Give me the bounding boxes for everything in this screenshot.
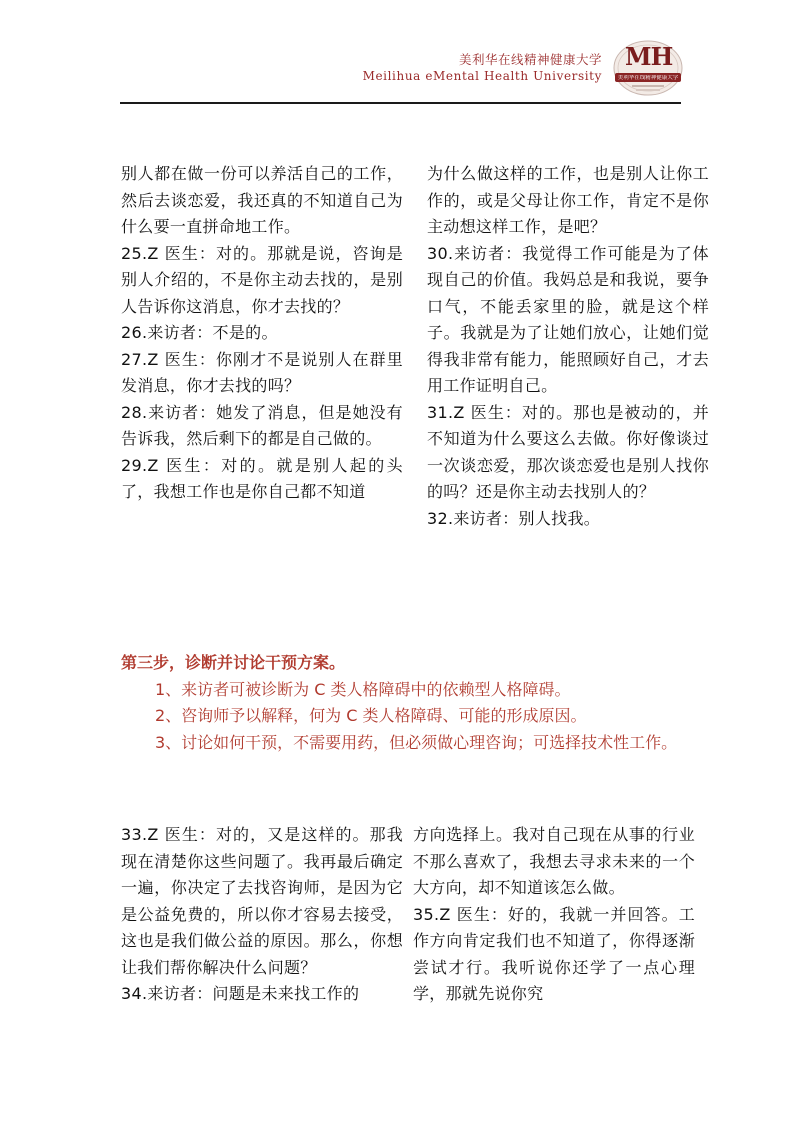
paragraph: 27.Z 医生：你刚才不是说别人在群里发消息，你才去找的吗？ [121,349,403,395]
section1-right-column [427,161,709,532]
paragraph: 30.来访者：我觉得工作可能是为了体现自己的价值。我妈总是和我说，要争口气，不能丢家里的脸，就是这个样子。我就是为了让她们放心，让她们觉得我非常有能力，能照顾好自己，才去用工作证明自己。 [427,243,709,395]
page-header [120,38,680,102]
paragraph: 26.来访者：不是的。 [121,323,278,342]
step-item: 1、来访者可被诊断为 C 类人格障碍中的依赖型人格障碍。 [155,679,571,699]
paragraph: 为什么做这样的工作，也是别人让你工作的，或是父母让你工作，肯定不是你主动想这样工作，是吧？ [427,164,709,236]
university-name-en: Meilihua eMental Health University [362,69,602,83]
paragraph: 34.来访者：问题是未来找工作的 [121,984,360,1003]
university-name [363,52,602,84]
logo-monogram: MH [625,42,673,71]
paragraph: 别人都在做一份可以养活自己的工作，然后去谈恋爱，我还真的不知道自己为什么要一直拼命地工作。 [121,164,403,236]
paragraph: 35.Z 医生：好的，我就一并回答。工作方向肯定我们也不知道了，你得逐渐尝试才行。我听说你还学了一点心理学，那就先说你究 [413,904,695,1003]
step-item: 3、讨论如何干预，不需要用药，但必须做心理咨询；可选择技术性工作。 [155,732,678,752]
header-divider [120,102,681,104]
paragraph: 33.Z 医生：对的，又是这样的。那我现在清楚你这些问题了。我再最后确定一遍，你决定了去找咨询师，是因为它是公益免费的，所以你才容易去接受，这也是我们做公益的原因。那么，你想让我们帮你解决什么问题？ [121,825,403,977]
paragraph: 28.来访者：她发了消息，但是她没有告诉我，然后剩下的都是自己做的。 [121,402,403,448]
paragraph: 29.Z 医生：对的。就是别人起的头了，我想工作也是你自己都不知道 [121,455,403,501]
step-item: 2、咨询师予以解释，何为 C 类人格障碍、可能的形成原因。 [155,706,587,725]
paragraph: 方向选择上。我对自己现在从事的行业不那么喜欢了，我想去寻求未来的一个大方向，却不知道该怎么做。 [413,825,695,897]
section2-left-column [121,822,403,1008]
university-name-cn: 美利华在线精神健康大学 [458,52,602,67]
logo-band-text: 美利华在线精神健康大学 [617,75,679,81]
paragraph: 32.来访者：别人找我。 [427,508,601,528]
section2-right-column [413,822,695,1008]
paragraph: 25.Z 医生：对的。那就是说，咨询是别人介绍的，不是你主动去找的，是别人告诉你这消息，你才去找的？ [121,243,403,316]
paragraph: 31.Z 医生：对的。那也是被动的，并不知道为什么要这么去做。你好像谈过一次谈恋爱，那次谈恋爱也是别人找你的吗？还是你主动去找别人的？ [427,402,709,501]
step-heading: 第三步，诊断并讨论干预方案。 [121,653,346,672]
step-three-section [121,650,686,756]
university-logo [612,38,684,98]
section1-left-column [121,161,403,506]
